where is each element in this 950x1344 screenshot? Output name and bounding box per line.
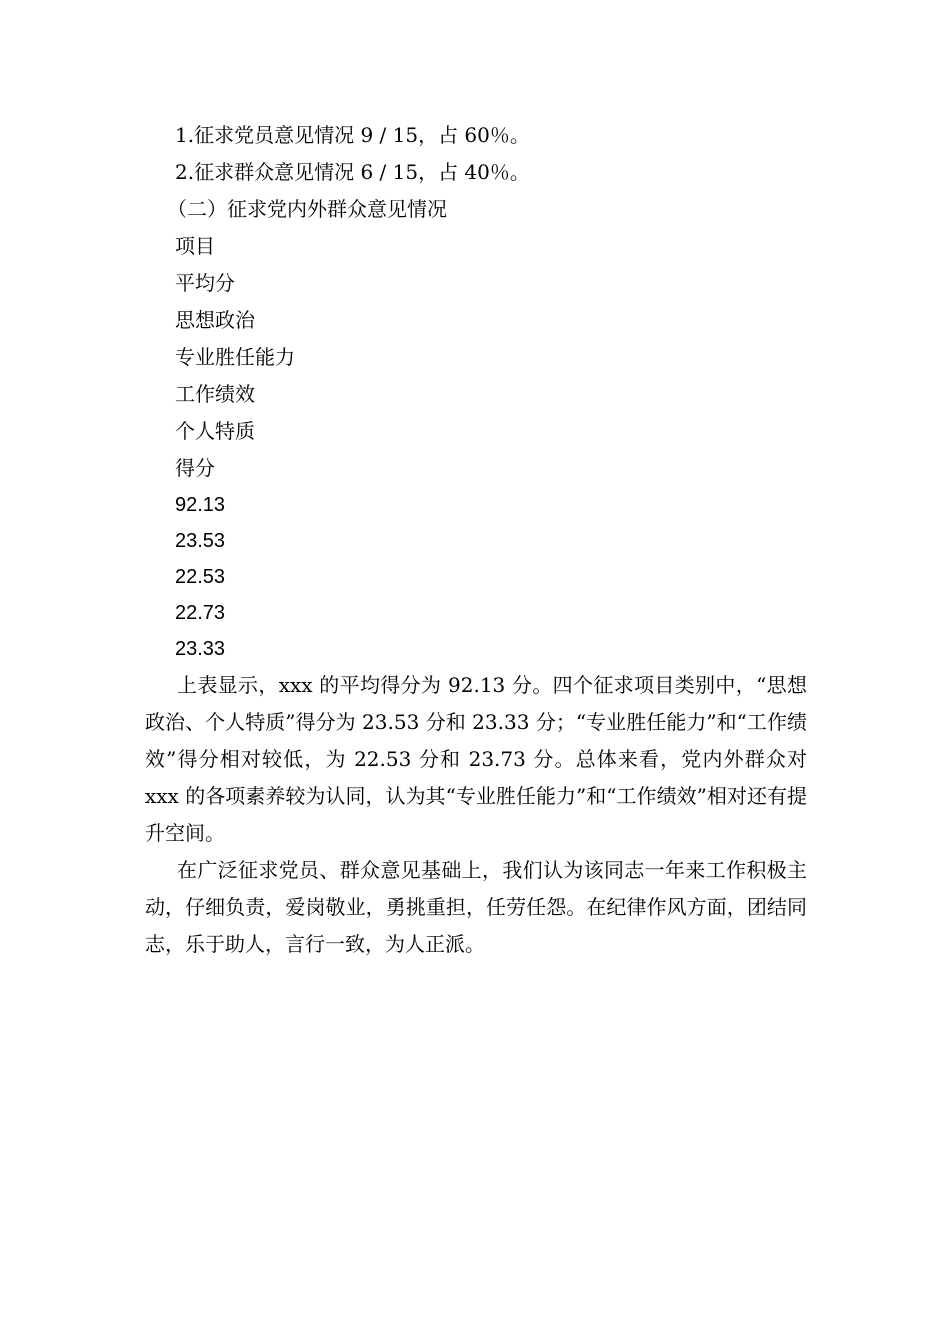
summary-paragraph: 上表显示，xxx 的平均得分为 92.13 分。四个征求项目类别中，“思想政治、个人特质”得分为 23.53 分和 23.33 分；“专业胜任能力”和“工作绩效”得分相对较低，为 22.53 分和 23.73 分。总体来看，党内外群众对 xxx 的各项素养较为认同，认为其“专业胜任能力”和“工作绩效”相对还有提升空间。 — [145, 673, 807, 845]
document-body — [145, 117, 807, 963]
table-cell-label: 个人特质 — [175, 419, 255, 443]
table-cell-value: 23.33 — [175, 638, 226, 660]
list-item: 1.征求党员意见情况 9 / 15，占 60％。 — [175, 123, 530, 147]
table-cell-value: 22.53 — [175, 566, 226, 588]
table-cell-value: 22.73 — [175, 602, 226, 624]
table-cell-label: 平均分 — [175, 271, 235, 295]
conclusion-paragraph: 在广泛征求党员、群众意见基础上，我们认为该同志一年来工作积极主动，仔细负责，爱岗敬业，勇挑重担，任劳任怨。在纪律作风方面，团结同志，乐于助人，言行一致，为人正派。 — [145, 858, 807, 956]
section-heading: （二）征求党内外群众意见情况 — [167, 197, 447, 221]
table-cell-label: 思想政治 — [175, 308, 255, 332]
list-item: 2.征求群众意见情况 6 / 15，占 40％。 — [175, 160, 530, 184]
table-cell-value: 92.13 — [175, 494, 226, 516]
table-cell-value: 23.53 — [175, 530, 226, 552]
table-cell-label: 得分 — [175, 456, 215, 480]
table-cell-label: 专业胜任能力 — [175, 345, 295, 369]
table-cell-label: 工作绩效 — [175, 382, 255, 406]
table-cell-label: 项目 — [175, 234, 215, 258]
